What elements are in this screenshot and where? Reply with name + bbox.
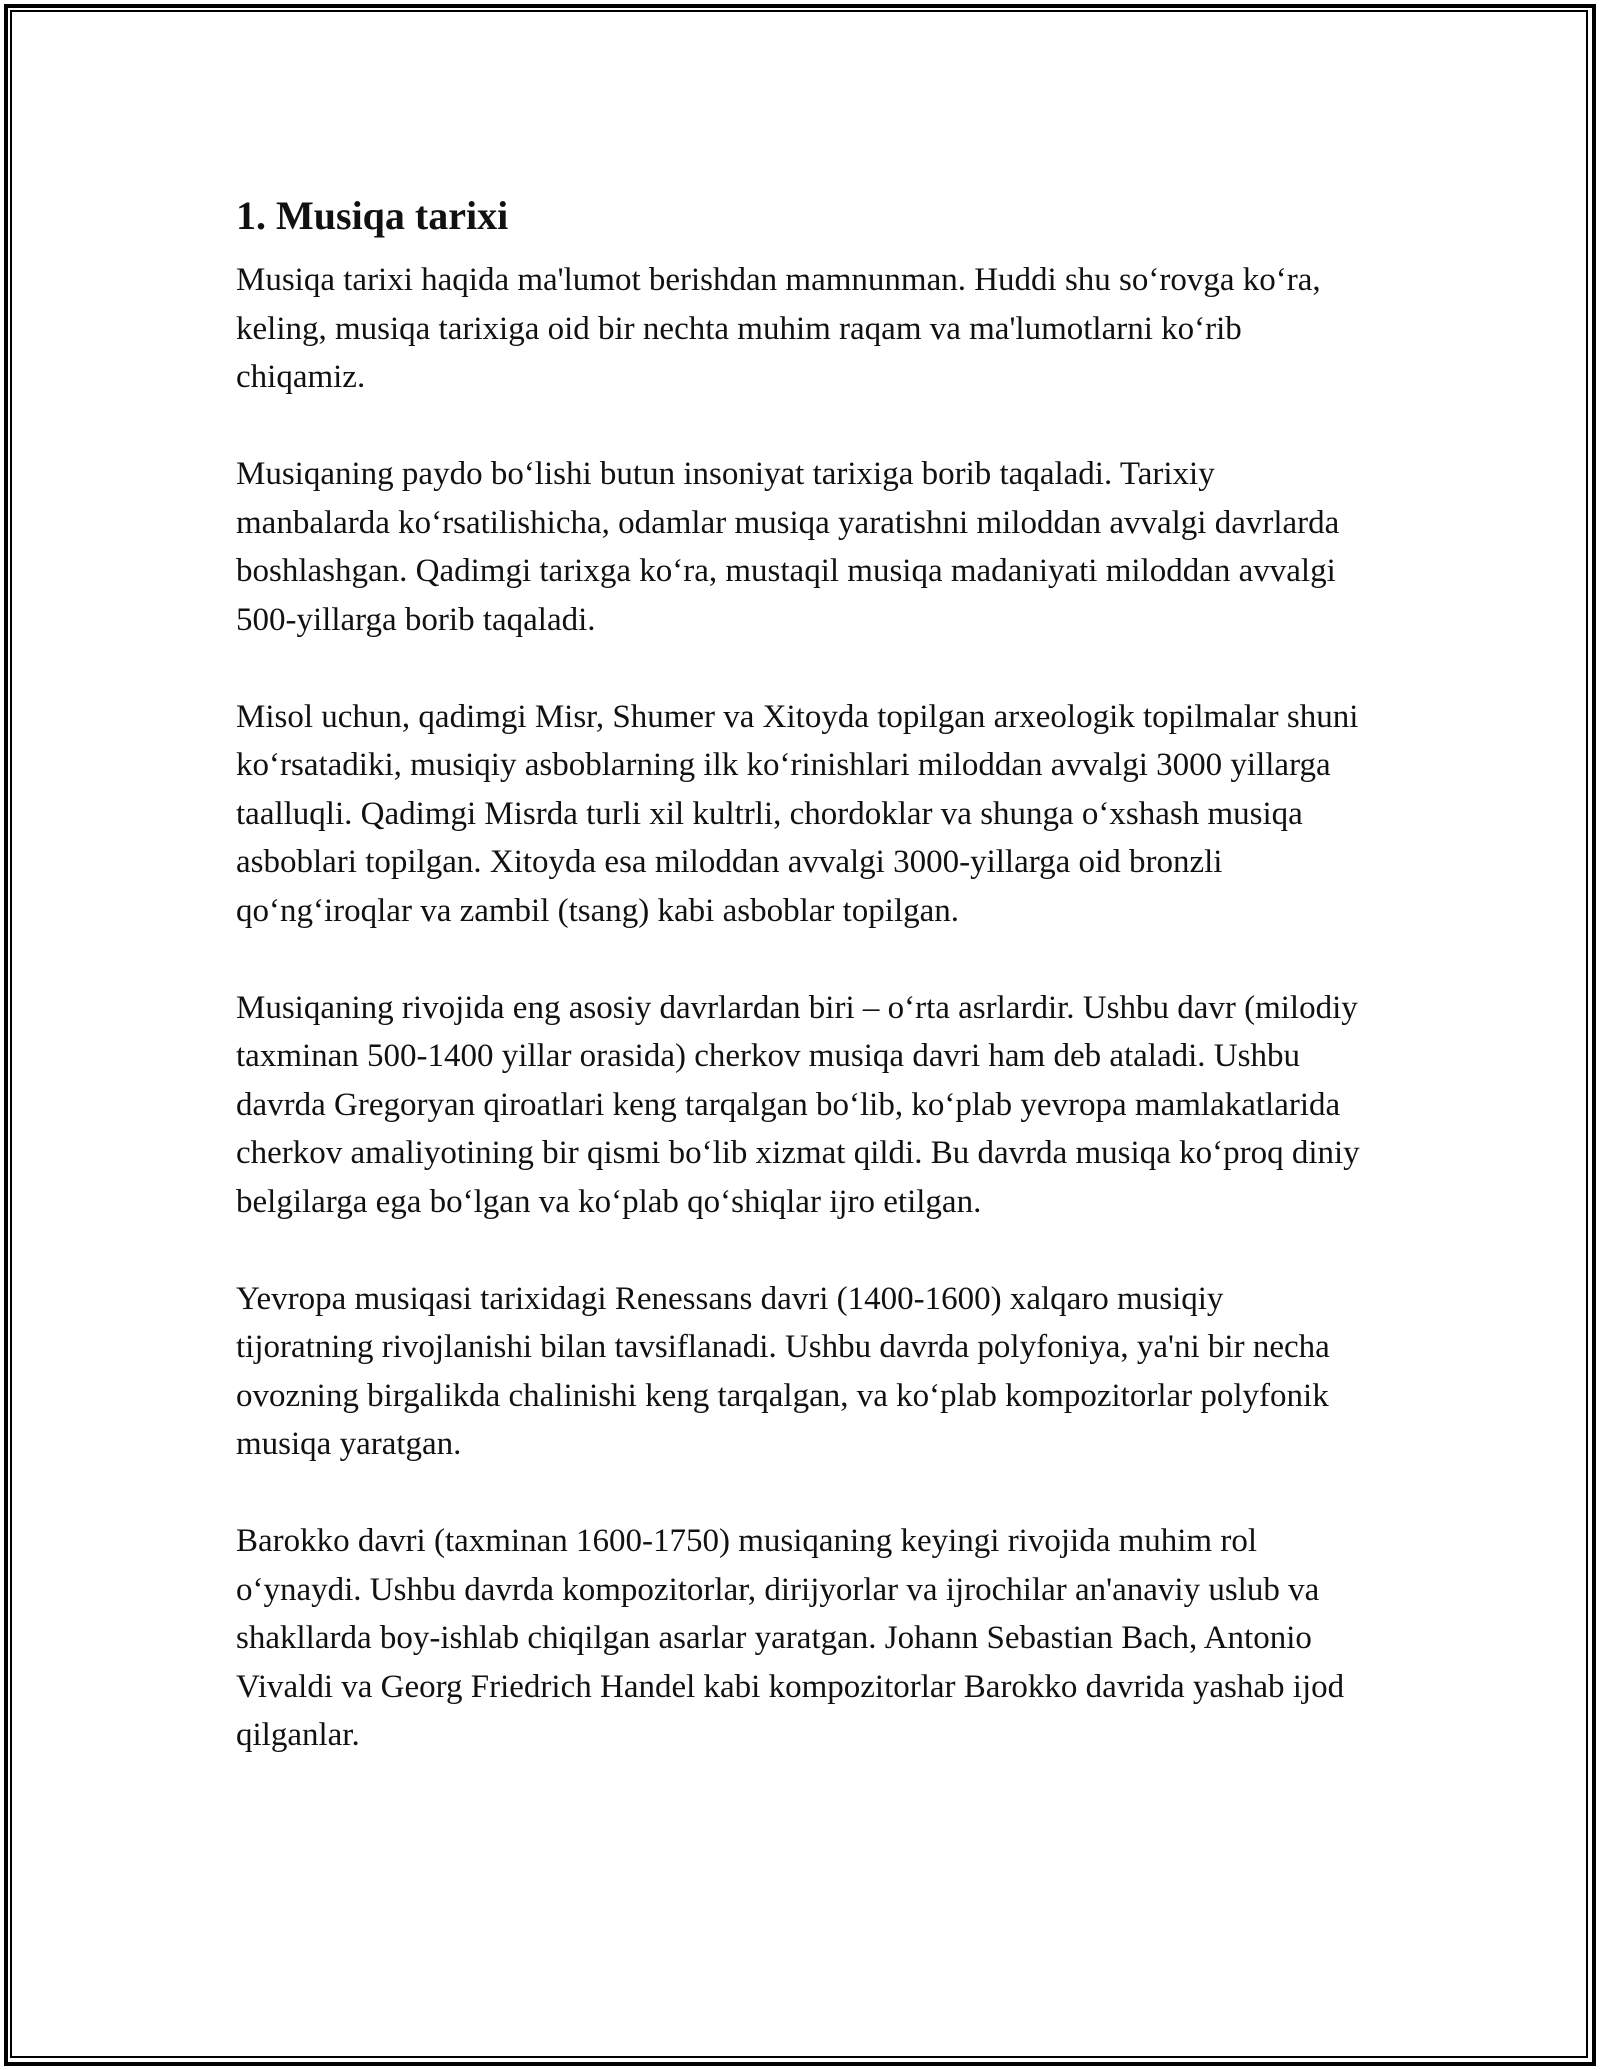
paragraph-baroque: Barokko davri (taxminan 1600-1750) musiqaning keyingi rivojida muhim rol o‘ynaydi. Ushbu davrda kompozitorlar, dirijyorlar va ijrochilar an'anaviy uslub va shakllarda boy-ishlab chiqilgan asarlar yaratgan. Johann Sebastian Bach, Antonio Vivaldi va Georg Friedrich Handel kabi kompozitorlar Barokko davrida yashab ijod qilganlar. (236, 1523, 1345, 1753)
paragraph-middle-ages: Musiqaning rivojida eng asosiy davrlardan biri – o‘rta asrlardir. Ushbu davr (milodiy taxminan 500-1400 yillar orasida) cherkov musiqa davri ham deb ataladi. Ushbu davrda Gregoryan qiroatlari keng tarqalgan bo‘lib, ko‘plab yevropa mamlakatlarida cherkov amaliyotining bir qismi bo‘lib xizmat qildi. Bu davrda musiqa ko‘proq diniy belgilarga ega bo‘lgan va ko‘plab qo‘shiqlar ijro etilgan. (236, 989, 1360, 1220)
paragraph-ancient-finds: Misol uchun, qadimgi Misr, Shumer va Xitoyda topilgan arxeologik topilmalar shuni ko‘rsatadiki, musiqiy asboblarning ilk ko‘rinishlari miloddan avvalgi 3000 yillarga taalluqli. Qadimgi Misrda turli xil kultrli, chordoklar va shunga o‘xshash musiqa asboblari topilgan. Xitoyda esa miloddan avvalgi 3000-yillarga oid bronzli qo‘ng‘iroqlar va zambil (tsang) kabi asboblar topilgan. (236, 698, 1359, 929)
section-title: 1. Musiqa tarixi (236, 193, 509, 238)
paragraph-renaissance: Yevropa musiqasi tarixidagi Renessans davri (1400-1600) xalqaro musiqiy tijoratning rivojlanishi bilan tavsiflanadi. Ushbu davrda polyfoniya, ya'ni bir necha ovozning birgalikda chalinishi keng tarqalgan, va ko‘plab kompozitorlar polyfonik musiqa yaratgan. (236, 1280, 1330, 1462)
paragraph-intro: Musiqa tarixi haqida ma'lumot berishdan mamnunman. Huddi shu so‘rovga ko‘ra, keling, musiqa tarixiga oid bir nechta muhim raqam va ma'lumotlarni ko‘rib chiqamiz. (236, 262, 1321, 395)
document-body (236, 188, 1366, 1760)
paragraph-origins: Musiqaning paydo bo‘lishi butun insoniyat tarixiga borib taqaladi. Tarixiy manbalarda ko‘rsatilishicha, odamlar musiqa yaratishni miloddan avvalgi davrlarda boshlashgan. Qadimgi tarixga ko‘ra, mustaqil musiqa madaniyati miloddan avvalgi 500-yillarga borib taqaladi. (236, 456, 1340, 638)
